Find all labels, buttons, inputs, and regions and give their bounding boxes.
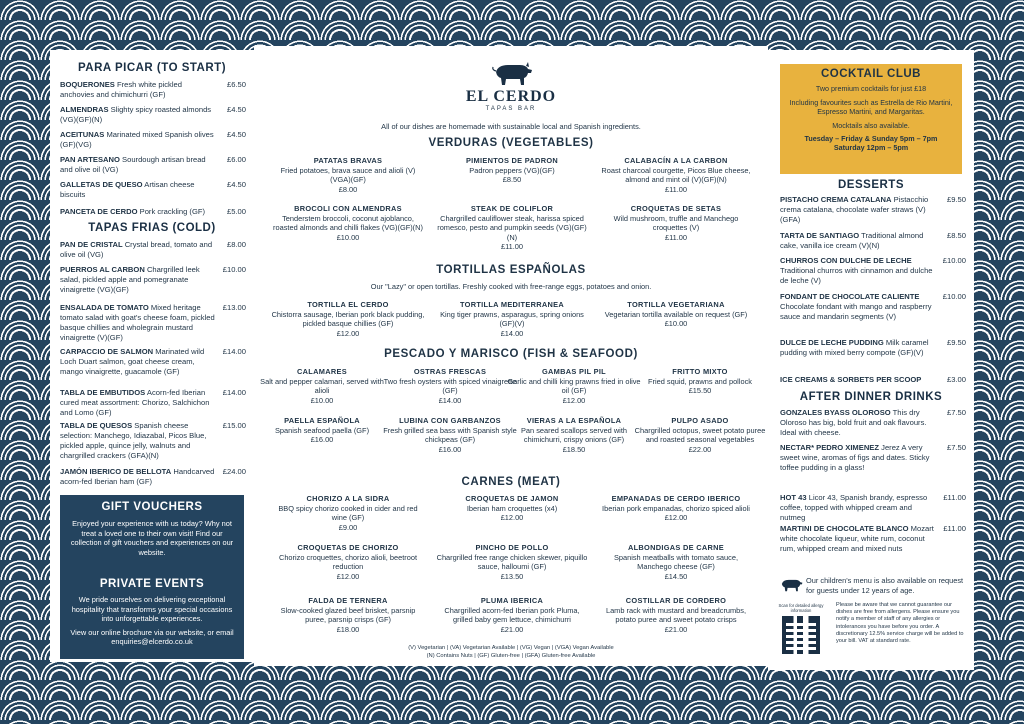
- item-price: £12.00: [336, 571, 360, 581]
- allergy-notice: Please be aware that we cannot guarantee our dishes are free from allergens. Please ensure you notify a member of staff of any allergies or intolerances you have before you order. A discretionary 12.5% service charge will be added to your bill. VAT at standard rate.: [836, 602, 964, 645]
- item-description: Fried squid, prawns and pollock: [648, 376, 752, 386]
- item-name: GALLETAS DE QUESO: [60, 180, 143, 189]
- pig-logo-icon: [490, 60, 534, 88]
- menu-item: [270, 543, 426, 581]
- item-name: OSTRAS FRESCAS: [413, 367, 487, 376]
- menu-item: [434, 494, 590, 523]
- item-price: £11.00: [664, 232, 688, 242]
- brand-tagline: TAPAS BAR: [485, 106, 537, 112]
- menu-item: [598, 300, 754, 329]
- item-name: JAMÓN IBERICO DE BELLOTA: [60, 467, 172, 476]
- item-name: BOQUERONES: [60, 80, 115, 89]
- item-description: Sourdough artisan bread and olive oil (VG): [60, 155, 206, 174]
- item-price: £13.00: [222, 303, 246, 312]
- menu-item: [434, 543, 590, 581]
- menu-item: [434, 204, 590, 252]
- cocktail-offer: Two premium cocktails for just £18: [815, 84, 927, 94]
- tortillas-heading: TORTILLAS ESPAÑOLAS: [436, 264, 586, 276]
- menu-item: [380, 416, 520, 454]
- item-name: CHURROS CON DULCHE DE LECHE: [780, 256, 912, 265]
- after-dinner-heading: AFTER DINNER DRINKS: [799, 391, 943, 403]
- item-name: FRITTO MIXTO: [672, 367, 728, 376]
- item-name: TORTILLA EL CERDO: [307, 300, 389, 309]
- menu-item: [780, 195, 966, 225]
- item-name: TORTILLA VEGETARIANA: [627, 300, 725, 309]
- qr-caption: Scan for detailed allergy information: [778, 603, 824, 613]
- item-price: £8.00: [338, 184, 358, 194]
- item-price: £10.00: [664, 319, 688, 329]
- childrens-menu-note: Our children's menu is also available on request for guests under 12 years of age.: [806, 576, 964, 595]
- menu-item: [630, 367, 770, 396]
- item-name: MARTINI DE CHOCOLATE BLANCO: [780, 524, 909, 533]
- cocktail-hours-weekday: Tuesday – Friday & Sunday 5pm – 7pm: [804, 134, 938, 144]
- item-name: GAMBAS PIL PIL: [541, 367, 606, 376]
- item-description: Spanish seafood paella (GF): [274, 425, 370, 435]
- item-name: TABLA DE EMBUTIDOS: [60, 388, 146, 397]
- menu-item: [60, 207, 246, 217]
- item-description: Marinated wild Loch Duart salmon, goat cheese cream, mango vinaigrette, guacamole (GF): [60, 347, 205, 376]
- gift-vouchers-title: GIFT VOUCHERS: [101, 501, 203, 513]
- carnes-heading: CARNES (MEAT): [461, 476, 561, 488]
- item-price: £14.00: [222, 388, 246, 397]
- menu-item: [60, 421, 246, 461]
- cocktail-club-box: [780, 64, 962, 174]
- menu-item: [504, 416, 644, 454]
- item-name: LUBINA CON GARBANZOS: [399, 416, 501, 425]
- item-name: PATATAS BRAVAS: [313, 156, 383, 165]
- menu-item: [434, 300, 590, 338]
- item-price: £8.50: [502, 175, 522, 185]
- item-description: Licor 43, Spanish brandy, espresso coffee, topped with whipped cream and nutmeg: [780, 493, 928, 522]
- menu-item: [60, 180, 246, 200]
- allergy-qr-code[interactable]: [782, 616, 820, 654]
- item-price: £18.50: [562, 444, 586, 454]
- intro-text: All of our dishes are homemade with sustainable local and Spanish ingredients.: [381, 122, 641, 131]
- item-description: Handcarved acorn-fed Iberian ham (GF): [60, 467, 215, 486]
- center-column: [254, 46, 768, 666]
- item-name: CROQUETAS DE SETAS: [630, 204, 722, 213]
- item-name: PAELLA ESPAÑOLA: [284, 416, 360, 425]
- item-price: £12.00: [562, 395, 586, 405]
- item-price: £9.00: [338, 522, 358, 532]
- item-description: Chocolate fondant with mango and raspberry sauce and mandarin segments (V): [780, 302, 932, 321]
- item-name: COSTILLAR DE CORDERO: [625, 596, 727, 605]
- pig-small-icon: [778, 577, 804, 593]
- item-description: Jerez A very sweet wine, aromas of figs and dates. Sticky toffee pudding in a glass!: [780, 443, 930, 472]
- dietary-legend: [254, 644, 768, 660]
- item-description: Iberian ham croquettes (x4): [466, 503, 558, 513]
- menu-item: [780, 375, 966, 385]
- item-description: Mixed heritage tomato salad with goat's cheese foam, pickled basque chillies and wholegrain mustard vinaigrette (V)(GF): [60, 303, 215, 342]
- private-events-title: PRIVATE EVENTS: [99, 578, 205, 590]
- item-name: CALABACÍN A LA CARBON: [624, 156, 728, 165]
- menu-item: [270, 494, 426, 532]
- item-price: £8.00: [226, 240, 246, 249]
- item-name: HOT 43: [780, 493, 807, 502]
- item-price: £5.00: [226, 207, 246, 216]
- menu-item: [598, 543, 754, 581]
- item-description: Iberian pork empanadas, chorizo spiced alioli: [602, 503, 750, 513]
- item-description: Chorizo croquettes, chorizo alioli, beetroot reduction: [278, 552, 418, 572]
- item-name: CALAMARES: [297, 367, 347, 376]
- item-price: £18.00: [336, 624, 360, 634]
- item-price: £3.00: [946, 375, 966, 384]
- item-price: £4.50: [226, 105, 246, 114]
- item-price: £14.50: [664, 571, 688, 581]
- item-price: £11.00: [664, 184, 688, 194]
- item-name: FALDA DE TERNERA: [308, 596, 388, 605]
- item-price: £12.00: [500, 513, 524, 523]
- item-description: Pistacchio crema catalana, chocolate wafer straws (V)(GFA): [780, 195, 929, 224]
- item-price: £11.00: [943, 493, 966, 502]
- menu-item: [504, 367, 644, 405]
- item-description: Traditional churros with cinnamon and dulche de leche (V): [780, 266, 933, 285]
- item-name: CARPACCIO DE SALMON: [60, 347, 154, 356]
- menu-item: [630, 416, 770, 454]
- private-events-contact: View our online brochure via our website, or email enquiries@elcerdo.co.uk: [70, 627, 234, 647]
- item-price: £21.00: [664, 624, 688, 634]
- menu-item: [60, 467, 246, 487]
- item-name: ACEITUNAS: [60, 130, 105, 139]
- tapas-frias-heading: TAPAS FRIAS (COLD): [88, 222, 216, 234]
- item-description: Chargrilled leek salad, pickled apple and pomegranate vinaigrette (VG)(GF): [60, 265, 200, 294]
- item-price: £14.00: [438, 395, 462, 405]
- item-description: Spanish cheese selection: Manchego, Idiazabal, Picos Blue, pickled apple, quince jelly, walnuts and chargrilled crackers (GFA)(N): [60, 421, 207, 460]
- menu-item: [780, 231, 966, 251]
- item-price: £11.00: [943, 524, 966, 533]
- item-description: BBQ spicy chorizo cooked in cider and red wine (GF): [278, 503, 418, 523]
- item-name: GONZALES BYASS OLOROSO: [780, 408, 891, 417]
- mocktails-note: Mocktails also available.: [832, 120, 910, 130]
- item-description: Mozart white chocolate liqueur, white rum, coconut rum, whipped cream and mixed nuts: [780, 524, 934, 553]
- item-price: £10.00: [310, 395, 334, 405]
- cocktail-club-title: COCKTAIL CLUB: [821, 68, 921, 80]
- menu-item: [270, 204, 426, 242]
- item-price: £9.50: [946, 338, 966, 347]
- menu-item: [60, 80, 246, 100]
- item-price: £9.50: [946, 195, 966, 204]
- item-price: £6.00: [226, 155, 246, 164]
- menu-item: [598, 596, 754, 634]
- item-description: Artisan cheese biscuits: [60, 180, 195, 199]
- item-description: Pork crackling (GF): [139, 207, 206, 216]
- item-name: ICE CREAMS & SORBETS PER SCOOP: [780, 375, 922, 384]
- menu-item: [780, 443, 966, 473]
- menu-item: [780, 256, 966, 286]
- item-name: PINCHO DE POLLO: [475, 543, 549, 552]
- item-price: £6.50: [226, 80, 246, 89]
- item-description: This dry Oloroso has big, bold fruit and oak flavours. Ideal with cheese.: [780, 408, 927, 437]
- menu-item: [780, 292, 966, 322]
- menu-item: [780, 338, 966, 358]
- menu-item: [380, 367, 520, 405]
- menu-item: [60, 130, 246, 150]
- dietary-legend-line2: (N) Contains Nuts | (GF) Gluten-free | (GFA) Gluten-free Available: [426, 653, 596, 659]
- item-description: Tenderstem broccoli, coconut ajoblanco, roasted almonds and chilli flakes (VG)(GF)(N): [273, 213, 423, 233]
- private-events-box: [60, 574, 244, 659]
- item-description: Two fresh oysters with spiced vinaigrette (GF): [383, 376, 517, 396]
- item-name: NECTAR* PEDRO XIMENEZ: [780, 443, 880, 452]
- left-column: [50, 50, 254, 662]
- menu-item: [780, 493, 966, 523]
- item-name: PUERROS AL CARBON: [60, 265, 145, 274]
- menu-item: [60, 347, 246, 377]
- item-price: £12.00: [336, 328, 360, 338]
- item-description: Slighty spicy roasted almonds (VG)(GF)(N): [60, 105, 212, 124]
- menu-item: [434, 596, 590, 634]
- menu-item: [252, 367, 392, 405]
- item-description: Milk caramel pudding with mixed berry compote (GF)(V): [780, 338, 929, 357]
- item-description: Lamb rack with mustard and breadcrumbs, potato puree and sweet potato crisps: [605, 605, 747, 625]
- item-name: ALMENDRAS: [60, 105, 109, 114]
- item-description: Chargrilled acorn-fed Iberian pork Pluma, grilled baby gem lettuce, chimichurri: [444, 605, 580, 625]
- item-name: EMPANADAS DE CERDO IBERICO: [611, 494, 741, 503]
- item-name: CROQUETAS DE JAMON: [465, 494, 559, 503]
- item-price: £11.00: [500, 242, 524, 252]
- item-name: BROCOLI CON ALMENDRAS: [294, 204, 402, 213]
- menu-item: [270, 300, 426, 338]
- item-name: PISTACHO CREMA CATALANA: [780, 195, 892, 204]
- item-description: Chargrilled cauliflower steak, harissa spiced romesco, pesto and pumpkin seeds (VG)(GF)(N): [437, 213, 587, 242]
- menu-item: [60, 303, 246, 343]
- item-name: PULPO ASADO: [671, 416, 729, 425]
- item-description: Crystal bread, tomato and olive oil (VG): [60, 240, 213, 259]
- pescado-heading: PESCADO Y MARISCO (FISH & SEAFOOD): [384, 348, 638, 360]
- private-events-text: We pride ourselves on delivering exceptional hospitality that transforms your special occasions into unforgettable experiences.: [71, 595, 233, 624]
- item-description: Acorn-fed Iberian cured meat assortment: Chorizo, Salchichon and Lomo (GF): [60, 388, 210, 417]
- item-description: Chargrilled octopus, sweet potato puree and roasted seasonal vegetables: [634, 425, 766, 445]
- menu-item: [780, 524, 966, 554]
- item-name: TARTA DE SANTIAGO: [780, 231, 860, 240]
- item-description: Garlic and chilli king prawns fried in olive oil (GF): [507, 376, 641, 396]
- item-name: DULCE DE LECHE PUDDING: [780, 338, 884, 347]
- menu-item: [252, 416, 392, 445]
- dietary-legend-line1: (V) Vegetarian | (VA) Vegetarian Available | (VG) Vegan | (VGA) Vegan Available: [408, 645, 614, 651]
- menu-item: [598, 204, 754, 242]
- menu-item: [434, 156, 590, 185]
- item-price: £24.00: [222, 467, 246, 476]
- item-description: Padron peppers (VG)(GF): [469, 165, 555, 175]
- desserts-heading: DESSERTS: [838, 179, 904, 191]
- item-description: Marinated mixed Spanish olives (GF)(VG): [60, 130, 214, 149]
- brand-name: EL CERDO: [465, 88, 557, 105]
- item-description: Vegetarian tortilla available on request (GF): [604, 309, 748, 319]
- tortillas-subtitle: Our "Lazy" or open tortillas. Freshly cooked with free-range eggs, potatoes and onion.: [370, 282, 652, 291]
- item-name: FONDANT DE CHOCOLATE CALIENTE: [780, 292, 920, 301]
- item-description: Fresh grilled sea bass with Spanish style chickpeas (GF): [383, 425, 517, 445]
- item-description: Chistorra sausage, Iberian pork black pudding, pickled basque chillies (GF): [271, 309, 425, 329]
- cocktail-favourites: Including favourites such as Estrella de Rio Martini, Espresso Martini, and Margaritas.: [789, 97, 953, 117]
- item-price: £7.50: [946, 408, 966, 417]
- item-name: PAN DE CRISTAL: [60, 240, 123, 249]
- item-name: PIMIENTOS DE PADRON: [465, 156, 559, 165]
- item-description: Salt and pepper calamari, served with alioli: [260, 376, 384, 396]
- menu-item: [780, 408, 966, 438]
- item-price: £10.00: [336, 232, 360, 242]
- item-price: £14.00: [222, 347, 246, 356]
- item-price: £10.00: [942, 292, 966, 301]
- menu-item: [598, 494, 754, 523]
- item-description: Chargrilled free range chicken skewer, piquillo sauce, halloumi (GF): [436, 552, 588, 572]
- item-name: TABLA DE QUESOS: [60, 421, 133, 430]
- item-price: £13.50: [500, 571, 524, 581]
- item-price: £22.00: [688, 444, 712, 454]
- item-description: Traditional almond cake, vanilla ice cream (V)(N): [780, 231, 924, 250]
- item-name: STEAK DE COLIFLOR: [470, 204, 554, 213]
- menu-item: [270, 156, 426, 194]
- item-price: £12.00: [664, 513, 688, 523]
- item-description: Slow-cooked glazed beef brisket, parsnip puree, parsnip crisps (GF): [280, 605, 416, 625]
- item-price: £8.50: [946, 231, 966, 240]
- item-price: £16.00: [438, 444, 462, 454]
- item-price: £15.00: [222, 421, 246, 430]
- menu-item: [60, 388, 246, 418]
- item-price: £10.00: [942, 256, 966, 265]
- item-name: ALBONDIGAS DE CARNE: [627, 543, 725, 552]
- item-price: £15.50: [688, 386, 712, 396]
- item-description: Fried potatoes, brava sauce and alioli (V) (VGA)(GF): [280, 165, 416, 185]
- item-price: £10.00: [222, 265, 246, 274]
- item-name: PAN ARTESANO: [60, 155, 120, 164]
- item-description: Wild mushroom, truffle and Manchego croquettes (V): [613, 213, 739, 233]
- item-name: TORTILLA MEDITERRANEA: [459, 300, 565, 309]
- menu-item: [60, 155, 246, 175]
- right-column: [768, 50, 974, 670]
- verduras-heading: VERDURAS (VEGETABLES): [428, 137, 594, 149]
- cocktail-hours-saturday: Saturday 12pm – 5pm: [833, 143, 909, 153]
- item-price: £21.00: [500, 624, 524, 634]
- item-price: £4.50: [226, 180, 246, 189]
- menu-item: [60, 105, 246, 125]
- item-name: ENSALADA DE TOMATO: [60, 303, 149, 312]
- item-name: VIERAS A LA ESPAÑOLA: [526, 416, 622, 425]
- item-name: CROQUETAS DE CHORIZO: [297, 543, 399, 552]
- item-description: Fresh white pickled anchovies and chimichurri (GF): [60, 80, 182, 99]
- item-price: £16.00: [310, 435, 334, 445]
- menu-item: [270, 596, 426, 634]
- item-price: £4.50: [226, 130, 246, 139]
- menu-item: [598, 156, 754, 194]
- item-description: Pan seared scallops served with chimichurri, crispy onions (GF): [521, 425, 627, 445]
- item-name: CHORIZO A LA SIDRA: [306, 494, 390, 503]
- gift-vouchers-text: Enjoyed your experience with us today? Why not treat a loved one to their own visit! Find our collection of gift vouchers and experiences on our website.: [70, 519, 234, 557]
- item-description: Roast charcoal courgette, Picos Blue cheese, almond and mint oil (V)(GF)(N): [601, 165, 751, 185]
- item-price: £14.00: [500, 328, 524, 338]
- item-price: £7.50: [946, 443, 966, 452]
- item-name: PANCETA DE CERDO: [60, 207, 138, 216]
- menu-item: [60, 265, 246, 295]
- menu-item: [60, 240, 246, 260]
- item-description: King tiger prawns, asparagus, spring onions (GF)(V): [440, 309, 584, 329]
- item-description: Spanish meatballs with tomato sauce, Manchego cheese (GF): [613, 552, 739, 572]
- para-picar-heading: PARA PICAR (TO START): [77, 62, 227, 74]
- item-name: PLUMA IBERICA: [480, 596, 544, 605]
